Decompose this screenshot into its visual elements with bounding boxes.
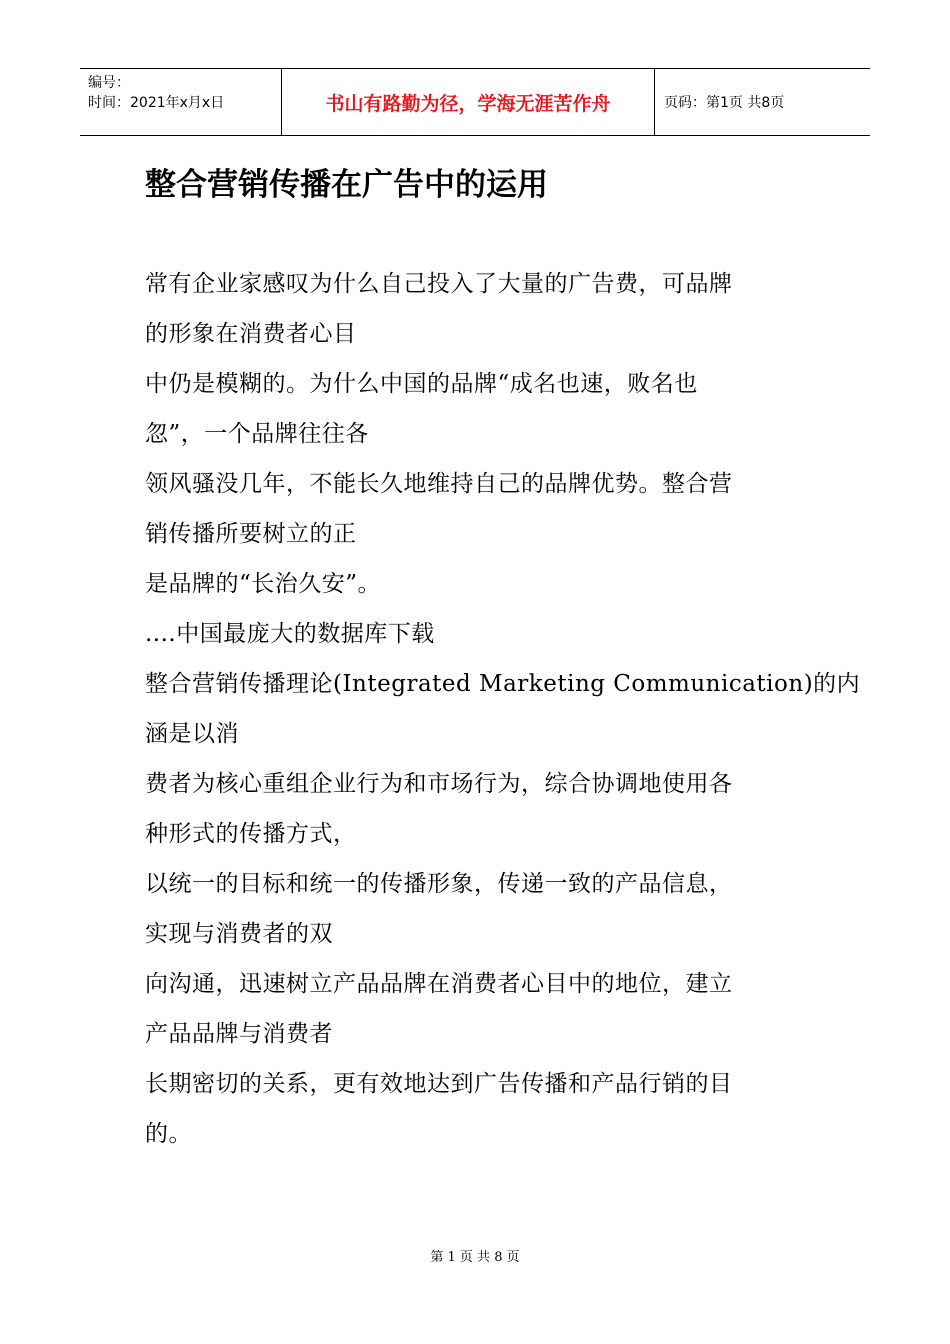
body-line: 的形象在消费者心目 bbox=[145, 321, 357, 347]
body-line: 的。 bbox=[145, 1121, 192, 1147]
header-meta-cell bbox=[80, 69, 282, 135]
body-line: 种形式的传播方式， bbox=[145, 821, 357, 847]
body-line: 以统一的目标和统一的传播形象，传递一致的产品信息， bbox=[145, 871, 733, 897]
time-label: 时间：2021年x月x日 bbox=[88, 95, 225, 111]
body-line: 涵是以消 bbox=[145, 721, 239, 747]
body-line: 实现与消费者的双 bbox=[145, 921, 333, 947]
body-line: 产品品牌与消费者 bbox=[145, 1021, 333, 1047]
body-line: ....中国最庞大的数据库下载 bbox=[145, 621, 435, 647]
body-line: 向沟通，迅速树立产品品牌在消费者心目中的地位，建立 bbox=[145, 971, 733, 997]
body-line: 是品牌的“长治久安”。 bbox=[145, 571, 382, 597]
body-line: 整合营销传播理论(Integrated Marketing Communication)的内 bbox=[145, 671, 861, 697]
page-footer: 第 1 页 共 8 页 bbox=[430, 1250, 520, 1265]
body-line: 忽”，一个品牌往往各 bbox=[145, 421, 369, 447]
body-line: 费者为核心重组企业行为和市场行为，综合协调地使用各 bbox=[145, 771, 733, 797]
document-header bbox=[80, 68, 870, 136]
page-info-text: 页码：第1页 共8页 bbox=[664, 95, 785, 111]
motto-cell bbox=[282, 69, 655, 135]
document-title: 整合营销传播在广告中的运用 bbox=[145, 167, 548, 203]
body-text bbox=[145, 259, 861, 1159]
body-line: 领风骚没几年，不能长久地维持自己的品牌优势。整合营 bbox=[145, 471, 733, 497]
body-line: 常有企业家感叹为什么自己投入了大量的广告费，可品牌 bbox=[145, 271, 733, 297]
body-line: 中仍是模糊的。为什么中国的品牌“成名也速，败名也 bbox=[145, 371, 698, 397]
number-label: 编号： bbox=[88, 75, 130, 91]
page-info-cell bbox=[655, 69, 870, 135]
body-line: 长期密切的关系，更有效地达到广告传播和产品行销的目 bbox=[145, 1071, 733, 1097]
motto-text: 书山有路勤为径，学海无涯苦作舟 bbox=[325, 92, 611, 115]
body-line: 销传播所要树立的正 bbox=[145, 521, 357, 547]
